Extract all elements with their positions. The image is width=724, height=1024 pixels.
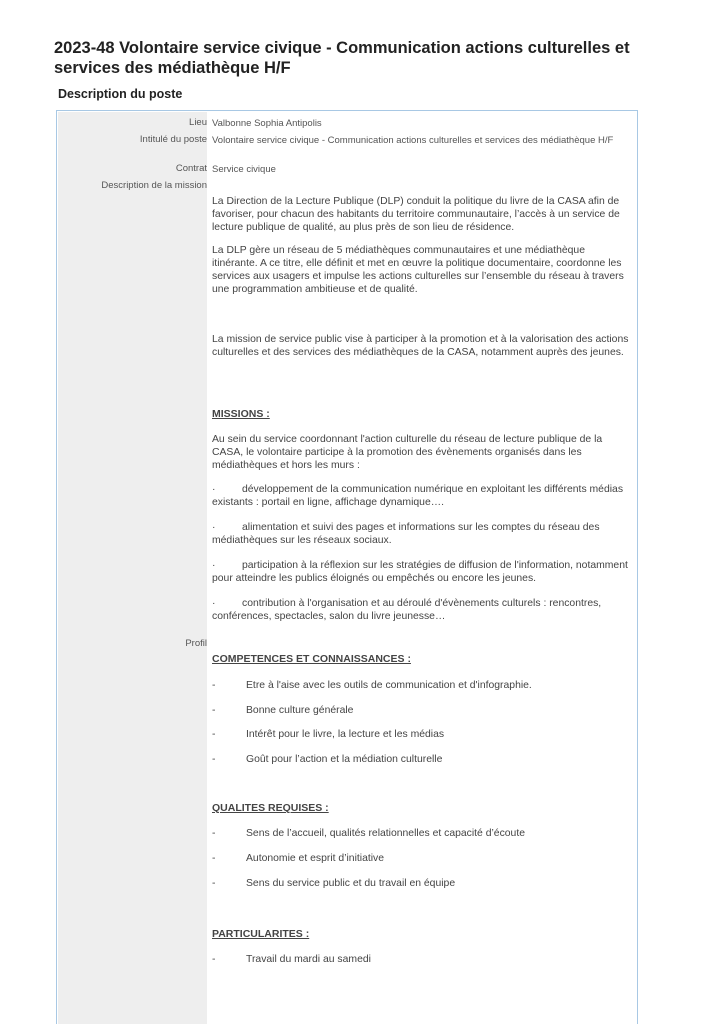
list-item-text: Bonne culture générale (246, 705, 354, 716)
dash-mark: - (212, 705, 216, 716)
list-item (212, 521, 630, 547)
list-item-text: développement de la communication numérique en exploitant les différents médias existants : portail en ligne, affichage dynamique…. (212, 484, 624, 508)
dash-mark: - (212, 878, 216, 889)
contrat-value: Service civique (212, 164, 276, 175)
list-item-text: Sens de l’accueil, qualités relationnelles et capacité d’écoute (246, 828, 525, 839)
label-column (58, 112, 207, 1024)
mission-label: Description de la mission (101, 180, 207, 191)
mission-paragraph: La Direction de la Lecture Publique (DLP) conduit la politique du livre de la CASA afin de favoriser, pour chacun des habitants du territoire communautaire, l’accès à un service de lecture publique de qualité, au plus près de son lieu de résidence. (212, 196, 620, 233)
bullet-mark: · (212, 484, 216, 495)
missions-intro: Au sein du service coordonnant l'action culturelle du réseau de lecture publique de la CASA, le volontaire participe à la promotion des évènements organisés dans les médiathèques et hors les murs : (212, 434, 603, 471)
list-item-text: Travail du mardi au samedi (246, 954, 371, 965)
list-item-text: Sens du service public et du travail en équipe (246, 878, 456, 889)
dash-mark: - (212, 754, 216, 765)
intitule-value: Volontaire service civique - Communication actions culturelles et services des médiathèque H/F (212, 135, 614, 146)
list-item-text: contribution à l'organisation et au déroulé d'évènements culturels : rencontres, conférences, spectacles, salon du livre jeunesse… (212, 598, 602, 622)
contrat-label: Contrat (175, 163, 207, 174)
section-heading: Description du poste (58, 87, 183, 101)
mission-paragraph: La mission de service public vise à participer à la promotion et à la valorisation des actions culturelles et des services des médiathèques de la CASA, notamment auprès des jeunes. (212, 334, 629, 358)
lieu-label: Lieu (189, 117, 207, 128)
mission-paragraph: La DLP gère un réseau de 5 médiathèques communautaires et une médiathèque itinérante. A ce titre, elle définit et met en œuvre la politique documentaire, coordonne les services aux usagers et impulse les actions culturelles sur l’ensemble du réseau à travers une programmation ambitieuse et de qualité. (212, 245, 624, 295)
dash-mark: - (212, 680, 216, 691)
list-item-text: participation à la réflexion sur les stratégies de diffusion de l'information, notamment pour atteindre les publics éloignés ou empêchés ou encore les jeunes. (212, 560, 628, 584)
qualites-heading: QUALITES REQUISES : (212, 802, 329, 814)
dash-mark: - (212, 954, 216, 965)
lieu-value: Valbonne Sophia Antipolis (212, 118, 322, 129)
list-item-text: alimentation et suivi des pages et informations sur les comptes du réseau des médiathèques sur les réseaux sociaux. (212, 522, 600, 546)
dash-mark: - (212, 729, 216, 740)
profil-label: Profil (185, 638, 207, 649)
intitule-label: Intitulé du poste (139, 134, 207, 145)
list-item (212, 597, 630, 623)
competences-heading: COMPETENCES ET CONNAISSANCES : (212, 653, 411, 665)
bullet-mark: · (212, 560, 216, 571)
bullet-mark: · (212, 598, 216, 609)
dash-mark: - (212, 828, 216, 839)
list-item-text: Intérêt pour le livre, la lecture et les médias (246, 729, 445, 740)
list-item-text: Goût pour l’action et la médiation culturelle (246, 754, 443, 765)
bullet-mark: · (212, 522, 216, 533)
missions-heading: MISSIONS : (212, 408, 270, 420)
list-item-text: Autonomie et esprit d’initiative (246, 853, 385, 864)
list-item (212, 559, 630, 585)
particularites-heading: PARTICULARITES : (212, 928, 310, 940)
page-title: 2023-48 Volontaire service civique - Communication actions culturelles et services des médiathèque H/F (54, 39, 630, 77)
dash-mark: - (212, 853, 216, 864)
list-item-text: Etre à l'aise avec les outils de communication et d'infographie. (246, 680, 532, 691)
list-item (212, 483, 630, 509)
